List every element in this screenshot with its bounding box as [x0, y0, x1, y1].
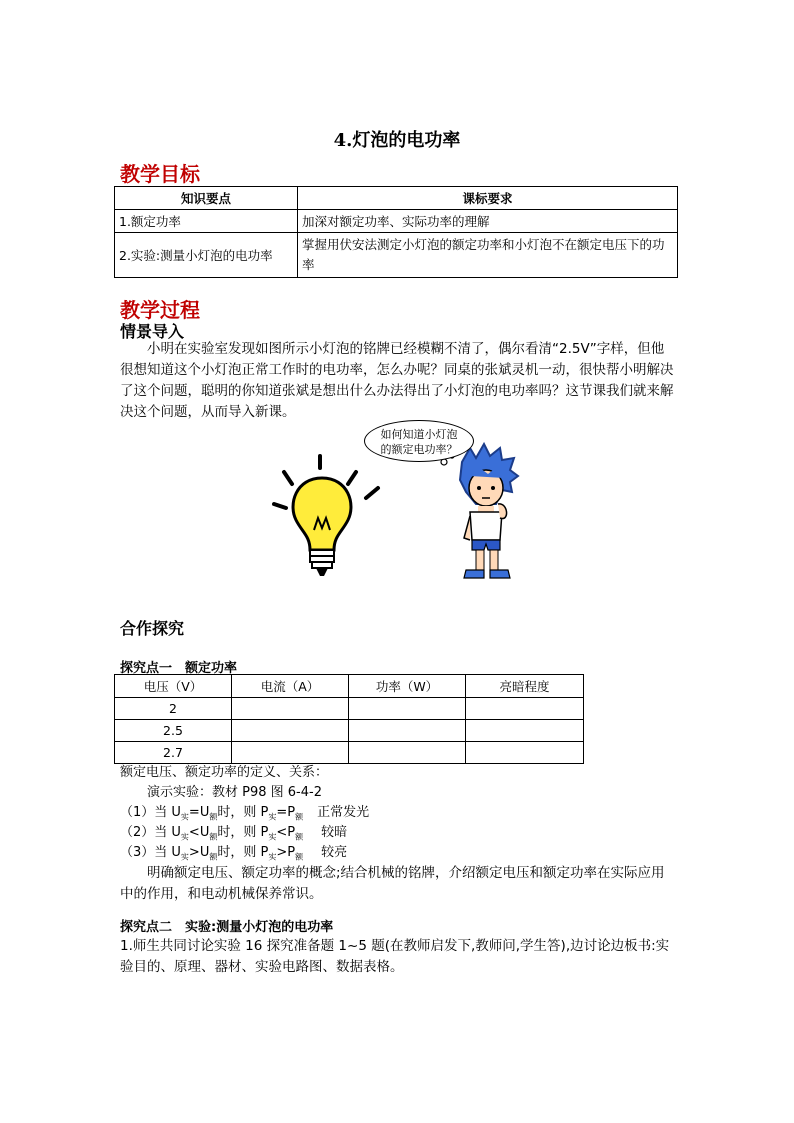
subscript: 额 — [209, 812, 218, 822]
subscript: 实 — [180, 852, 189, 862]
bubble-text-line2: 的额定电功率？ — [380, 443, 458, 456]
bubble-text-line1: 如何知道小灯泡 — [380, 428, 458, 441]
objectives-table — [114, 186, 678, 278]
point2-paragraph: 1.师生共同讨论实验 16 探究准备题 1~5 题(在教师启发下,教师问,学生答),边讨论边板书:实验目的、原理、器材、实验电路图、数据表格。 — [120, 938, 670, 975]
case-result: 较亮 — [321, 845, 348, 860]
case-text: （1）当 U — [120, 805, 181, 820]
intro-paragraph: 小明在实验室发现如图所示小灯泡的铭牌已经模糊不清了，偶尔看清“2.5V”字样，但他很想知道这个小灯泡正常工作时的电功率，怎么办呢？同桌的张斌灵机一动，很快帮小明解决了这个问题，聪明的你知道张斌是想出什么办法得出了小灯泡的电功率吗？这节课我们就来解决这个问题，从而导入新课。 — [120, 341, 674, 420]
table-row — [115, 233, 678, 278]
table-cell: 加深对额定功率、实际功率的理解 — [298, 210, 678, 233]
case-result: 较暗 — [321, 825, 348, 840]
case-text: 时，则 P — [217, 825, 269, 840]
subscript: 实 — [268, 832, 277, 842]
coop-heading: 合作探究 — [120, 619, 185, 638]
case-text: <U — [188, 825, 210, 840]
table-cell: 2 — [115, 698, 232, 720]
table-header: 电流（A） — [232, 675, 349, 698]
table-cell — [232, 698, 349, 720]
section-heading-process: 教学过程 — [120, 298, 200, 322]
case-text: （2）当 U — [120, 825, 181, 840]
table-cell — [466, 742, 584, 764]
table-row — [115, 742, 584, 764]
demo-line: 演示实验：教材 P98 图 6-4-2 — [147, 785, 322, 800]
table-header-row — [115, 675, 584, 698]
thought-bubble — [364, 420, 474, 462]
table-header-row — [115, 187, 678, 210]
lightbulb-icon — [293, 478, 351, 576]
case-text: =P — [276, 805, 296, 820]
table-cell — [232, 720, 349, 742]
table-cell: 2.实验:测量小灯泡的电功率 — [115, 233, 298, 278]
table-cell — [349, 720, 466, 742]
table-header: 课标要求 — [298, 187, 678, 210]
table-header: 功率（W） — [349, 675, 466, 698]
boy-character — [460, 444, 518, 578]
table-cell: 1.额定功率 — [115, 210, 298, 233]
subscript: 实 — [180, 812, 189, 822]
subscript: 额 — [209, 852, 218, 862]
intro-heading: 情景导入 — [120, 322, 185, 341]
power-data-table — [114, 674, 584, 764]
page-title: 4.灯泡的电功率 — [333, 130, 461, 151]
table-cell: 2.7 — [115, 742, 232, 764]
subscript: 实 — [268, 852, 277, 862]
table-cell — [466, 698, 584, 720]
table-header: 电压（V） — [115, 675, 232, 698]
subscript: 实 — [180, 832, 189, 842]
subscript: 额 — [209, 832, 218, 842]
definition-line: 额定电压、额定功率的定义、关系： — [120, 765, 329, 780]
table-cell — [349, 742, 466, 764]
table-cell: 2.5 — [115, 720, 232, 742]
section-heading-objectives: 教学目标 — [120, 162, 200, 186]
subscript: 额 — [295, 832, 304, 842]
case-result: 正常发光 — [317, 805, 370, 820]
table-cell — [232, 742, 349, 764]
case-text: =U — [188, 805, 210, 820]
case-text: 时，则 P — [217, 805, 269, 820]
point1-heading: 探究点一 额定功率 — [120, 661, 238, 676]
case-text: 时，则 P — [217, 845, 269, 860]
subscript: 额 — [295, 852, 304, 862]
case-text: <P — [276, 825, 296, 840]
table-row — [115, 720, 584, 742]
table-row — [115, 698, 584, 720]
table-cell: 掌握用伏安法测定小灯泡的额定功率和小灯泡不在额定电压下的功率 — [298, 233, 678, 278]
subscript: 实 — [268, 812, 277, 822]
table-cell — [349, 698, 466, 720]
case-text: （3）当 U — [120, 845, 181, 860]
table-row — [115, 210, 678, 233]
table-header: 知识要点 — [115, 187, 298, 210]
table-header: 亮暗程度 — [466, 675, 584, 698]
subscript: 额 — [295, 812, 304, 822]
case-text: >P — [276, 845, 296, 860]
point2-heading: 探究点二 实验:测量小灯泡的电功率 — [120, 920, 334, 935]
table-cell — [466, 720, 584, 742]
summary-paragraph: 明确额定电压、额定功率的概念;结合机械的铭牌，介绍额定电压和额定功率在实际应用中的作用，和电动机械保养常识。 — [120, 865, 665, 902]
case-text: >U — [188, 845, 210, 860]
